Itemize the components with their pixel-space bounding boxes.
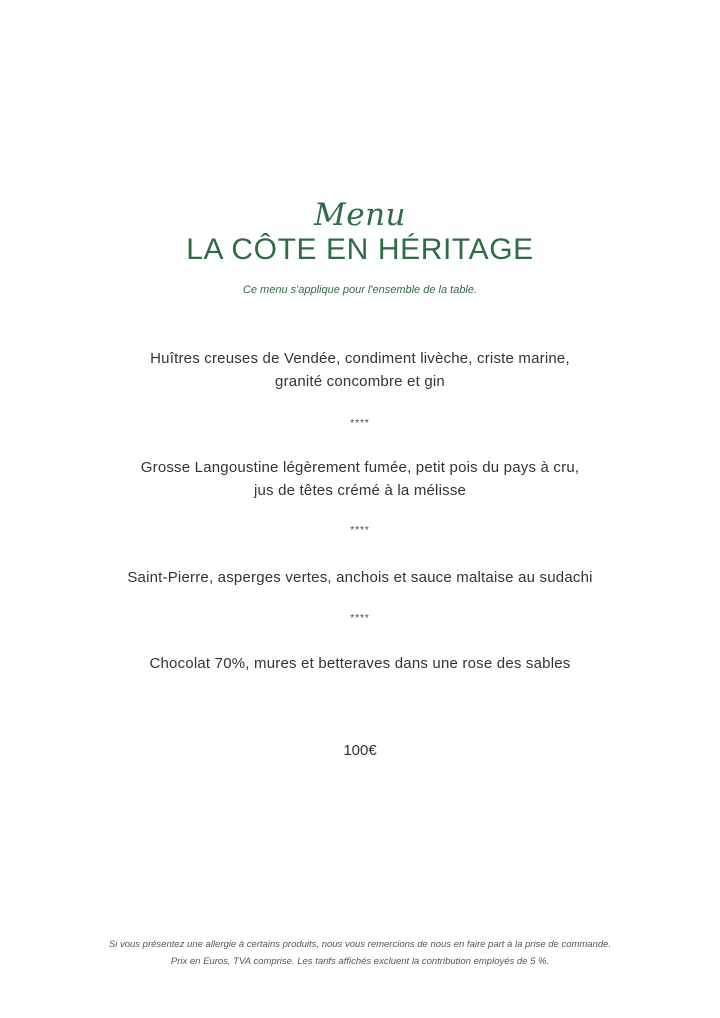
course-line: Saint-Pierre, asperges vertes, anchois et sauce maltaise au sudachi <box>127 569 593 586</box>
footer-notice <box>0 936 720 970</box>
course-item <box>0 456 720 502</box>
course-item <box>0 347 720 393</box>
course-line: Grosse Langoustine légèrement fumée, petit pois du pays à cru, <box>140 459 580 476</box>
course-line: jus de têtes crémé à la mélisse <box>253 482 467 499</box>
course-item <box>0 652 720 675</box>
menu-name-heading: LA CÔTE EN HÉRITAGE <box>186 233 534 266</box>
course-line: Chocolat 70%, mures et betteraves dans une rose des sables <box>149 655 571 672</box>
course-separator: **** <box>350 418 370 429</box>
course-separator: **** <box>350 525 370 536</box>
course-separator: **** <box>350 613 370 624</box>
course-line: Huîtres creuses de Vendée, condiment livèche, criste marine, <box>150 350 570 367</box>
menu-price: 100€ <box>343 742 377 759</box>
menu-script-title: Menu <box>313 197 407 233</box>
price-notice: Prix en Euros, TVA comprise. Les tarifs affichés excluent la contribution employés de 5 %. <box>170 956 550 967</box>
menu-subtitle: Ce menu s'applique pour l'ensemble de la table. <box>242 284 478 296</box>
course-line: granité concombre et gin <box>275 373 445 390</box>
course-item <box>0 566 720 589</box>
allergy-notice: Si vous présentez une allergie à certains produits, nous vous remercions de nous en faire part à la prise de commande. <box>108 939 612 950</box>
